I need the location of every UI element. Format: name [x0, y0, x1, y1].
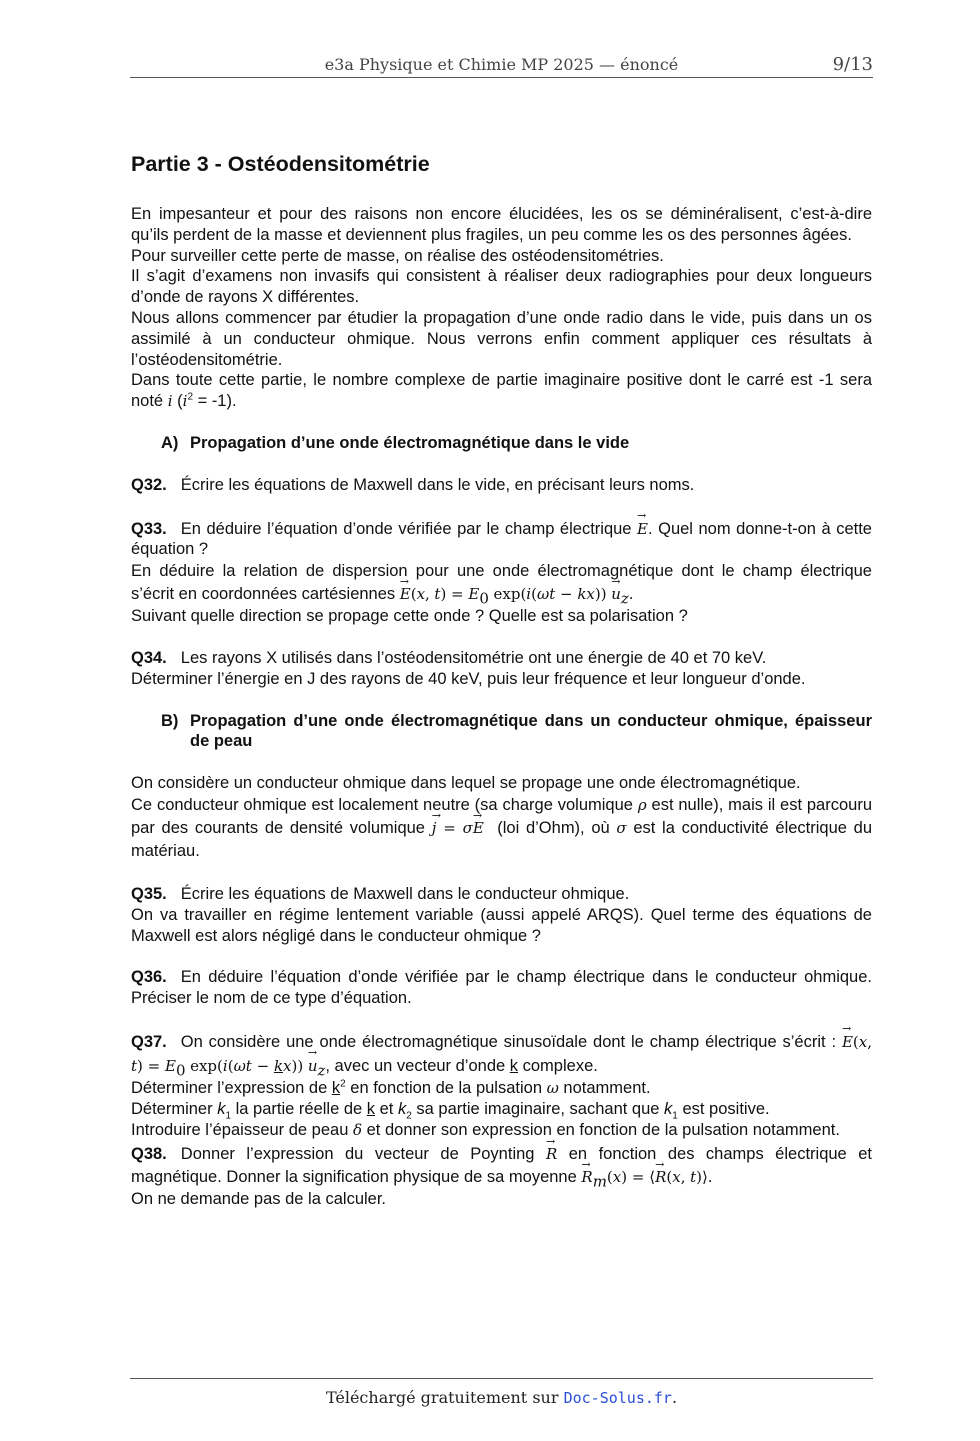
- page-number: 9/13: [832, 54, 873, 75]
- part-title: Partie 3 - Ostéodensitométrie: [131, 152, 430, 176]
- footer-text: Téléchargé gratuitement sur: [325, 1388, 559, 1407]
- page-content: [131, 150, 872, 1210]
- question-q36: Q36. En déduire l’équation d’onde vérifiée par le champ électrique dans le conducteur ohmique. Préciser le nom de ce type d’équation.: [131, 968, 872, 1008]
- section-label: A): [161, 433, 179, 452]
- question-q32: Q32. Écrire les équations de Maxwell dans le vide, en précisant leurs noms.: [131, 475, 695, 494]
- intro-paragraph: Pour surveiller cette perte de masse, on réalise des ostéodensitométries.: [131, 246, 664, 265]
- intro-paragraph: Il s’agit d’examens non invasifs qui consistent à réaliser deux radiographies pour deux longueurs d’onde de rayons X différentes.: [131, 267, 872, 307]
- section-a-heading: [131, 433, 872, 454]
- header-rule: [130, 77, 873, 78]
- question-q33: Q33. En déduire l’équation d’onde vérifiée par le champ électrique → E. Quel nom donne-t-on à cette équation ? En déduire la relation de dispersion pour une onde électromagnétique dont le champ électrique s’écrit en coordonnées cartésiennes → E(x, $t) = E_0$ $\exp(i(\omega t - kx)) \to u_z$. Suivant quelle direction se propage cette onde ? Quelle est sa polarisation ?: [131, 519, 872, 627]
- question-label: Q36.: [131, 968, 167, 987]
- question-q34: Q34. Les rayons X utilisés dans l’ostéodensitométrie ont une énergie de 40 et 70 keV. Déterminer l’énergie en J des rayons de 40 keV, puis leur fréquence et leur longueur d’onde.: [131, 648, 806, 688]
- footer-rule: [130, 1378, 873, 1379]
- running-header: e3a Physique et Chimie MP 2025 — énoncé: [324, 55, 679, 74]
- question-q37: Q37. On considère une onde électromagnétique sinusoïdale dont le champ électrique s’écrit : → E(x, $t) = E_0$ $\exp(i(\omega t - kx)) \to u_z$, avec un vecteur d’onde k complexe. Déterminer l’expression de $k^2$ en fonction de la pulsation ω notamment. Déterminer $k_1$ la partie réelle de k et $k_2$ sa partie imaginaire, sachant que $k_1$ est positive. Introduire l’épaisseur de peau δ et donner son expression en fonction de la pulsation notamment.: [131, 1030, 872, 1140]
- section-b-heading: [131, 711, 872, 753]
- question-q35: Q35. Écrire les équations de Maxwell dans le conducteur ohmique. On va travailler en régime lentement variable (aussi appelé ARQS). Quel terme des équations de Maxwell est alors négligé dans le conducteur ohmique ?: [131, 884, 872, 945]
- intro: [131, 204, 872, 412]
- question-q38: Q38. Donner l’expression du vecteur de Poynting → R en fonction des champs électrique et magnétique. Donner la signification physique de sa moyenne → $R_m(x)$ = ⟨→ R(x, t)⟩. On ne demande pas de la calculer.: [131, 1143, 872, 1210]
- section-title: Propagation d’une onde électromagnétique dans le vide: [190, 433, 630, 452]
- conductor-paragraph: On considère un conducteur ohmique dans lequel se propage une onde électromagnétique. Ce conducteur ohmique est localement neutre (sa charge volumique ρ est nulle), mais il est parcouru par des courants de densité volumique → j = σ→ E (loi d’Ohm), où σ est la conductivité électrique du matériau.: [131, 773, 872, 863]
- intro-paragraph: Nous allons commencer par étudier la propagation d’une onde radio dans le vide, puis dans un os assimilé à un conducteur ohmique. Nous verrons enfin comment appliquer ces résultats à l’ostéodensitométrie.: [131, 308, 872, 369]
- doc-solus-link[interactable]: Doc-Solus.fr: [563, 1389, 672, 1407]
- question-label: Q37.: [131, 1032, 167, 1051]
- section-label: B): [161, 711, 179, 730]
- intro-paragraph: En impesanteur et pour des raisons non encore élucidées, les os se déminéralisent, c’est-à-dire qu’ils perdent de la masse et deviennent plus fragiles, un peu comme les os des personnes âgées.: [131, 205, 872, 244]
- question-label: Q32.: [131, 475, 167, 494]
- section-title: Propagation d’une onde électromagnétique dans un conducteur ohmique, épaisseur de peau: [190, 711, 872, 751]
- question-label: Q33.: [131, 519, 167, 538]
- question-label: Q38.: [131, 1145, 167, 1164]
- intro-paragraph: Dans toute cette partie, le nombre complexe de partie imaginaire positive dont le carré est -1 sera noté i $(i^2 = -1)$.: [131, 371, 872, 411]
- footer: Téléchargé gratuitement sur Doc-Solus.fr.: [325, 1388, 678, 1407]
- question-label: Q34.: [131, 648, 167, 667]
- question-label: Q35.: [131, 884, 167, 903]
